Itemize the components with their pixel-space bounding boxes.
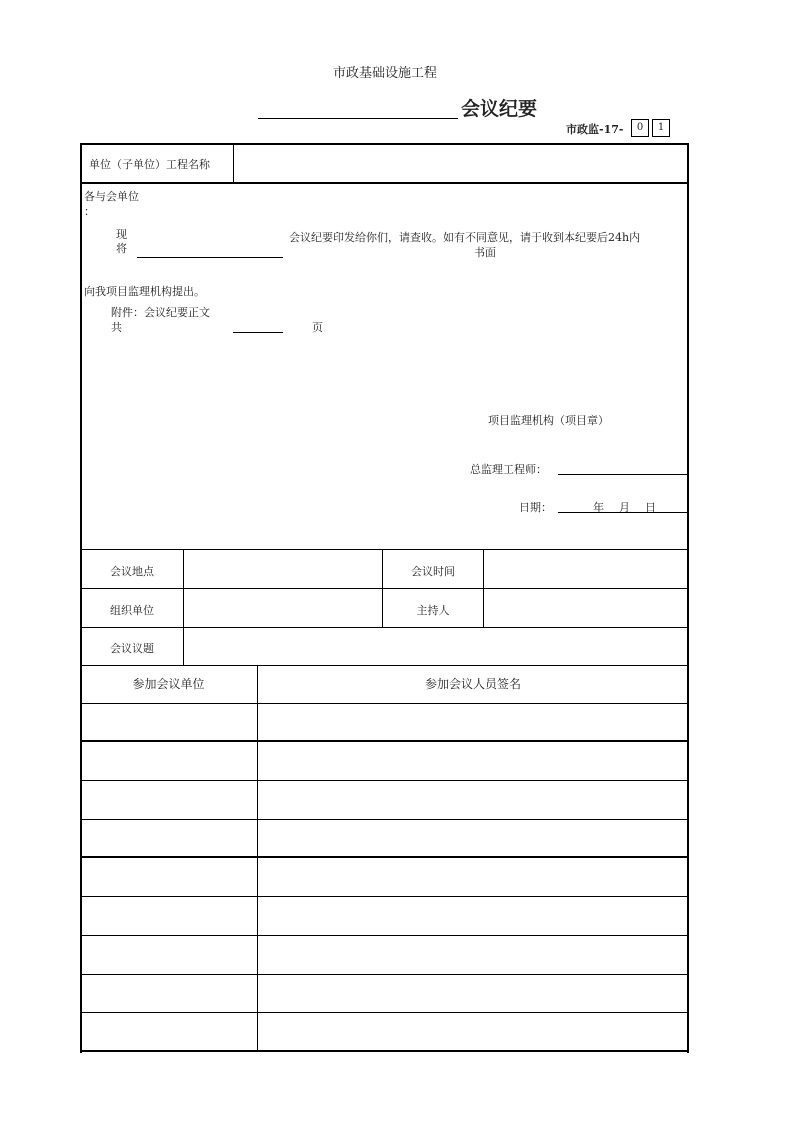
document-category: 市政基础设施工程 (332, 66, 437, 81)
date-signature-line[interactable] (558, 512, 688, 513)
attendee-unit-cell[interactable] (80, 742, 258, 780)
attendees-unit-header: 参加会议单位 (80, 665, 258, 703)
date-day-label: 日 (645, 501, 656, 514)
attendee-signature-cell[interactable] (258, 1013, 688, 1050)
form-code-box-1: 0 (631, 119, 649, 137)
host-field[interactable] (484, 589, 687, 627)
attendee-signature-cell[interactable] (258, 858, 688, 896)
notice-blank-line[interactable] (137, 257, 283, 258)
meeting-location-label: 会议地点 (110, 565, 154, 578)
frame-top-border (80, 143, 689, 145)
attachment-label: 附件：会议纪要正文 (111, 306, 210, 319)
addressee-colon: ： (84, 205, 95, 218)
project-row-bottom-border (80, 182, 689, 184)
attendee-row (80, 781, 688, 820)
attendee-signature-cell[interactable] (258, 897, 688, 935)
date-year-label: 年 (593, 501, 604, 514)
meeting-time-label: 会议时间 (411, 565, 455, 578)
attendee-unit-cell[interactable] (80, 704, 258, 741)
attendee-row (80, 742, 688, 781)
chief-engineer-label: 总监理工程师： (470, 463, 547, 476)
attendees-table (80, 665, 688, 1052)
attendee-signature-cell[interactable] (258, 936, 688, 974)
total-label: 共 (111, 321, 122, 334)
meeting-time-field[interactable] (484, 550, 687, 588)
attendee-signature-cell[interactable] (258, 975, 688, 1013)
attendee-row (80, 897, 688, 936)
attendee-unit-cell[interactable] (80, 897, 258, 935)
form-code: 市政监-17- (566, 123, 624, 136)
host-label: 主持人 (416, 604, 450, 617)
attendee-unit-cell[interactable] (80, 936, 258, 974)
chief-engineer-signature-line[interactable] (558, 474, 688, 475)
seal-label: 项目监理机构（项目章） (488, 414, 609, 427)
now-label: 现 (116, 228, 127, 241)
attendee-unit-cell[interactable] (80, 781, 258, 819)
page-count-blank-line[interactable] (233, 332, 283, 333)
attendees-rows (80, 704, 688, 1052)
attendee-signature-cell[interactable] (258, 820, 688, 857)
attendee-row (80, 936, 688, 975)
notice-body-text: 会议纪要印发给你们，请查收。如有不同意见，请于收到本纪要后24h内 (289, 231, 641, 244)
form-code-box-2: 1 (652, 119, 670, 137)
attendee-signature-cell[interactable] (258, 704, 688, 741)
attendee-unit-cell[interactable] (80, 1013, 258, 1050)
organizer-field[interactable] (184, 589, 382, 627)
title-prefix-blank-line[interactable] (258, 118, 458, 119)
addressee-label: 各与会单位 (84, 190, 139, 203)
topic-field[interactable] (184, 628, 687, 664)
attendee-row (80, 975, 688, 1014)
attendee-signature-cell[interactable] (258, 781, 688, 819)
topic-label: 会议议题 (110, 642, 154, 655)
attendees-header-row (80, 665, 688, 704)
notice-line-2: 向我项目监理机构提出。 (84, 285, 205, 298)
attendee-unit-cell[interactable] (80, 820, 258, 857)
organizer-label: 组织单位 (110, 604, 154, 617)
attendee-signature-cell[interactable] (258, 742, 688, 780)
attendee-row (80, 1013, 688, 1052)
attendee-unit-cell[interactable] (80, 858, 258, 896)
attendee-row (80, 820, 688, 859)
project-name-field[interactable] (240, 156, 680, 172)
attendee-row (80, 858, 688, 897)
project-name-label: 单位（子单位）工程名称 (89, 158, 210, 171)
notice-body-text-2: 书面 (474, 246, 496, 259)
attendee-row (80, 704, 688, 743)
date-label: 日期： (519, 501, 552, 514)
attendees-sign-header: 参加会议人员签名 (424, 677, 521, 692)
will-label: 将 (116, 242, 127, 255)
project-name-divider (233, 143, 234, 182)
attendee-unit-cell[interactable] (80, 975, 258, 1013)
page-label: 页 (312, 321, 323, 334)
date-month-label: 月 (619, 501, 630, 514)
meeting-location-field[interactable] (184, 550, 382, 588)
document-title: 会议纪要 (461, 98, 538, 120)
